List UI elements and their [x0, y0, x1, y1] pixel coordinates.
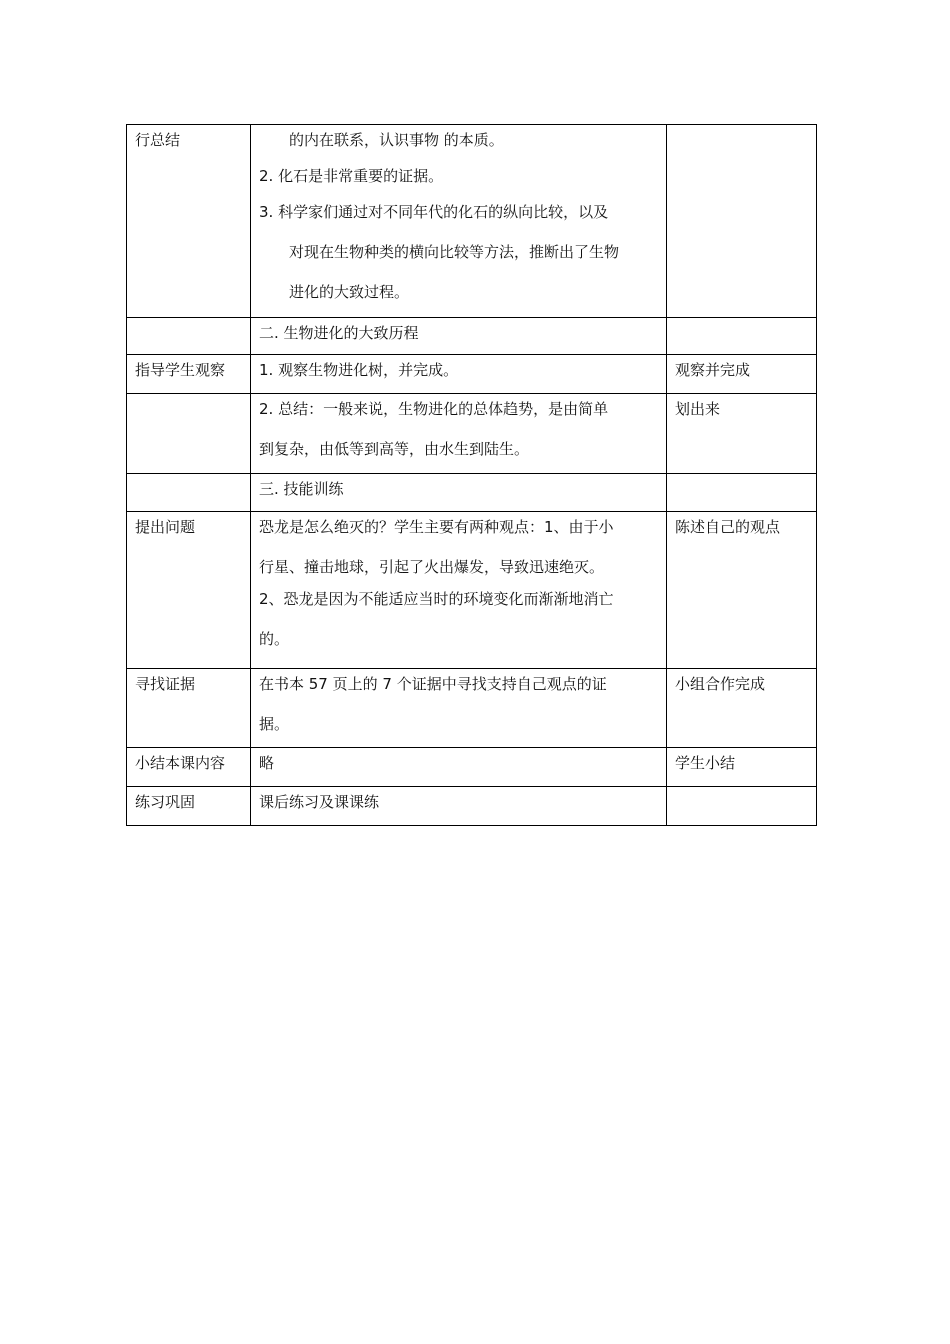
activity-cell [127, 394, 251, 474]
student-cell [667, 125, 817, 318]
content-line: 据。 [259, 715, 290, 733]
activity-cell: 小结本课内容 [127, 748, 251, 787]
student-cell [667, 787, 817, 826]
table-row [127, 787, 817, 826]
activity-cell [127, 318, 251, 355]
content-cell [251, 355, 667, 394]
activity-cell [127, 474, 251, 512]
table-row [127, 355, 817, 394]
table-row [127, 748, 817, 787]
lesson-plan-table [126, 124, 817, 826]
activity-cell: 练习巩固 [127, 787, 251, 826]
content-line: 略 [259, 754, 275, 772]
content-cell [251, 787, 667, 826]
student-cell: 学生小结 [667, 748, 817, 787]
table-row [127, 474, 817, 512]
activity-cell: 提出问题 [127, 512, 251, 669]
activity-cell: 寻找证据 [127, 669, 251, 748]
content-line: 恐龙是怎么绝灭的？学生主要有两种观点：1、由于小 [259, 518, 614, 536]
student-cell: 小组合作完成 [667, 669, 817, 748]
content-line: 的。 [259, 630, 290, 648]
student-cell [667, 318, 817, 355]
content-cell [251, 669, 667, 748]
content-line: 在书本 57 页上的 7 个证据中寻找支持自己观点的证 [259, 675, 607, 693]
student-cell: 陈述自己的观点 [667, 512, 817, 669]
content-line: 进化的大致过程。 [289, 283, 410, 301]
content-line: 二. 生物进化的大致历程 [259, 324, 419, 342]
content-line: 2、恐龙是因为不能适应当时的环境变化而渐渐地消亡 [259, 590, 614, 608]
student-cell: 划出来 [667, 394, 817, 474]
content-line: 课后练习及课课练 [259, 793, 380, 811]
content-cell [251, 125, 667, 318]
table-row [127, 394, 817, 474]
section-heading [251, 318, 667, 355]
content-cell [251, 394, 667, 474]
content-line: 三. 技能训练 [259, 480, 344, 498]
content-line: 对现在生物种类的横向比较等方法，推断出了生物 [289, 243, 620, 261]
content-line: 到复杂，由低等到高等，由水生到陆生。 [259, 440, 530, 458]
content-line: 2. 化石是非常重要的证据。 [259, 167, 444, 185]
content-line: 3. 科学家们通过对不同年代的化石的纵向比较，以及 [259, 203, 609, 221]
table-row [127, 318, 817, 355]
activity-cell: 行总结 [127, 125, 251, 318]
student-cell [667, 474, 817, 512]
content-line: 行星、撞击地球，引起了火出爆发，导致迅速绝灭。 [259, 558, 605, 576]
student-cell: 观察并完成 [667, 355, 817, 394]
table-row [127, 669, 817, 748]
activity-cell: 指导学生观察 [127, 355, 251, 394]
content-line: 的内在联系，认识事物 的本质。 [289, 131, 504, 149]
content-cell [251, 748, 667, 787]
content-line: 1. 观察生物进化树，并完成。 [259, 361, 459, 379]
section-heading [251, 474, 667, 512]
table-row [127, 125, 817, 318]
content-line: 2. 总结：一般来说，生物进化的总体趋势，是由简单 [259, 400, 609, 418]
content-cell [251, 512, 667, 669]
table-row [127, 512, 817, 669]
